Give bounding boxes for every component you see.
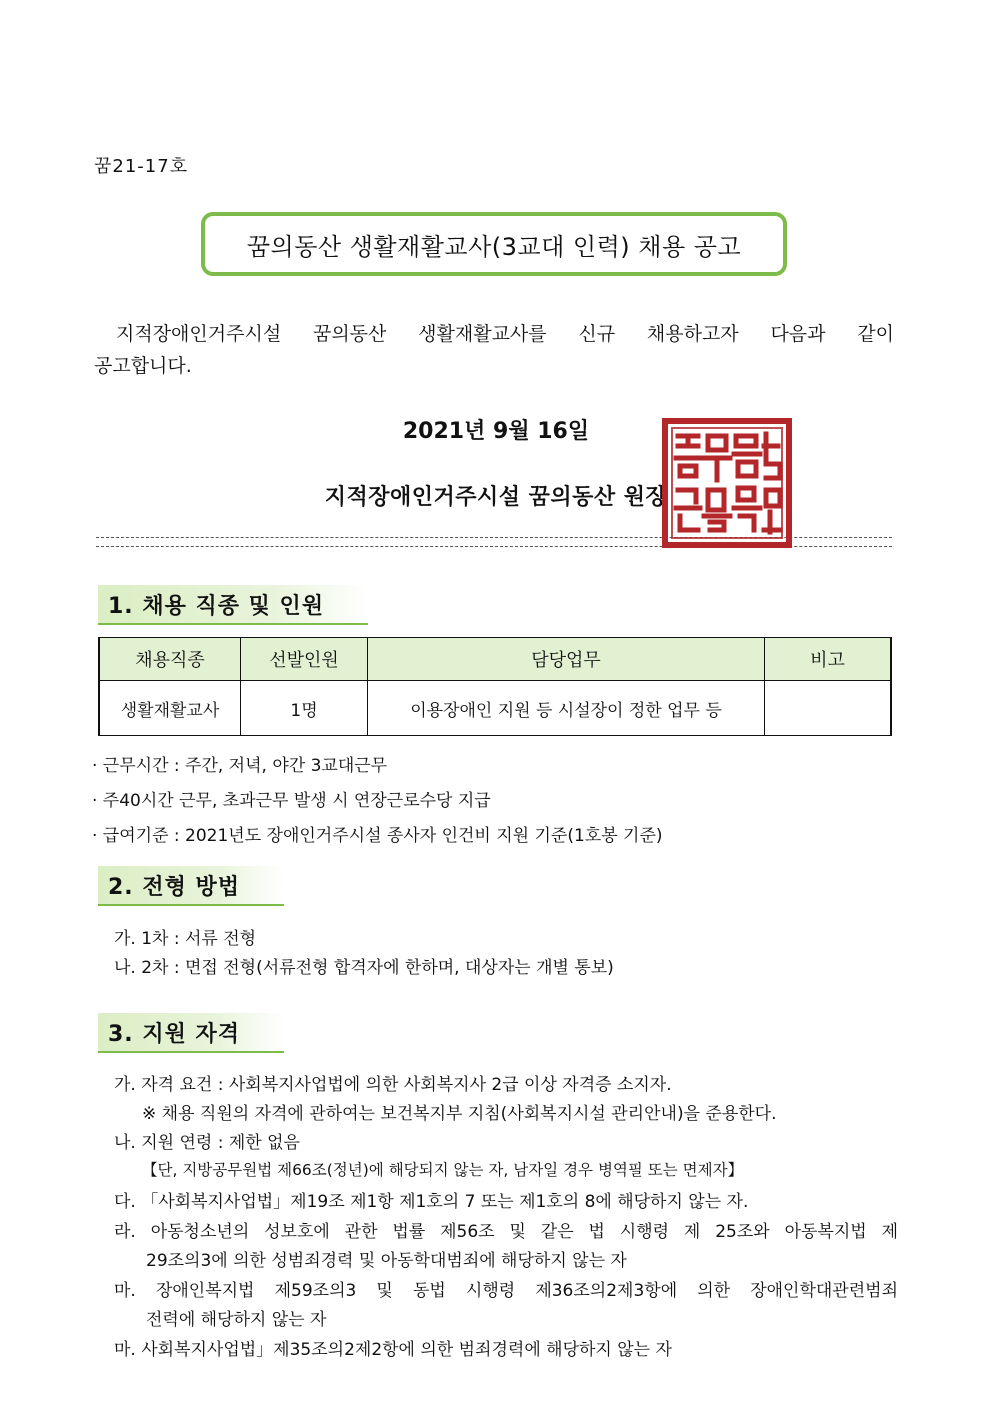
document-number: 꿈21-17호 (94, 156, 189, 177)
qualification-item: 나. 지원 연령 : 제한 없음 (114, 1133, 300, 1153)
intro-paragraph (94, 318, 894, 382)
page-title: 꿈의동산 생활재활교사(3교대 인력) 채용 공고 (246, 232, 742, 261)
table-header-cell: 비고 (765, 638, 892, 681)
table-cell: 생활재활교사 (99, 681, 241, 736)
table-cell (765, 681, 892, 736)
issuer-name: 지적장애인거주시설 꿈의동산 원장 (324, 485, 668, 510)
selection-step: 나. 2차 : 면접 전형(서류전형 합격자에 한하며, 대상자는 개별 통보) (114, 958, 614, 978)
section-heading-2: 2. 전형 방법 (98, 866, 284, 906)
qualification-note: 【단, 지방공무원법 제66조(정년)에 해당되지 않는 자, 남자일 경우 병역필 또는 면제자】 (142, 1161, 744, 1179)
section-heading-3: 3. 지원 자격 (98, 1013, 284, 1053)
qualification-item: 마. 장애인복지법 제59조의3 및 동법 시행령 제36조의2제3항에 의한 장애인학대관련범죄 (114, 1281, 898, 1301)
intro-line-1: 지적장애인거주시설 꿈의동산 생활재활교사를 신규 채용하고자 다음과 같이 (116, 323, 894, 345)
qualification-item-continued: 전력에 해당하지 않는 자 (146, 1310, 327, 1330)
qualification-note: ※ 채용 직원의 자격에 관하여는 보건복지부 지침(사회복지시설 관리안내)을 준용한다. (142, 1104, 777, 1124)
qualification-item: 다. 「사회복지사업법」제19조 제1항 제1호의 7 또는 제1호의 8에 해당하지 않는 자. (114, 1192, 749, 1212)
table-cell: 1명 (241, 681, 368, 736)
qualification-item: 가. 자격 요건 : 사회복지사업법에 의한 사회복지사 2급 이상 자격증 소지자. (114, 1075, 672, 1095)
positions-table (98, 637, 892, 736)
condition-bullet: · 근무시간 : 주간, 저녁, 야간 3교대근무 (92, 756, 388, 776)
official-seal (662, 418, 792, 548)
qualification-item: 마. 사회복지사업법」제35조의2제2항에 의한 범죄경력에 해당하지 않는 자 (114, 1340, 672, 1360)
condition-bullet: · 급여기준 : 2021년도 장애인거주시설 종사자 인건비 지원 기준(1호봉 기준) (92, 826, 663, 846)
table-cell: 이용장애인 지원 등 시설장이 정한 업무 등 (368, 681, 765, 736)
title-box (201, 212, 787, 276)
selection-step: 가. 1차 : 서류 전형 (114, 929, 257, 949)
table-header-cell: 담당업무 (368, 638, 765, 681)
table-header-cell: 채용직종 (99, 638, 241, 681)
table-header-cell: 선발인원 (241, 638, 368, 681)
qualification-item: 라. 아동청소년의 성보호에 관한 법률 제56조 및 같은 법 시행령 제 25조와 아동복지법 제 (114, 1222, 898, 1242)
section-heading-1: 1. 채용 직종 및 인원 (98, 585, 368, 625)
intro-line-2: 공고합니다. (94, 355, 192, 377)
table-header-row (99, 638, 891, 681)
qualification-item-continued: 29조의3에 의한 성범죄경력 및 아동학대범죄에 해당하지 않는 자 (146, 1251, 627, 1271)
table-row (99, 681, 891, 736)
condition-bullet: · 주40시간 근무, 초과근무 발생 시 연장근로수당 지급 (92, 791, 491, 811)
announcement-date: 2021년 9월 16일 (402, 419, 590, 444)
